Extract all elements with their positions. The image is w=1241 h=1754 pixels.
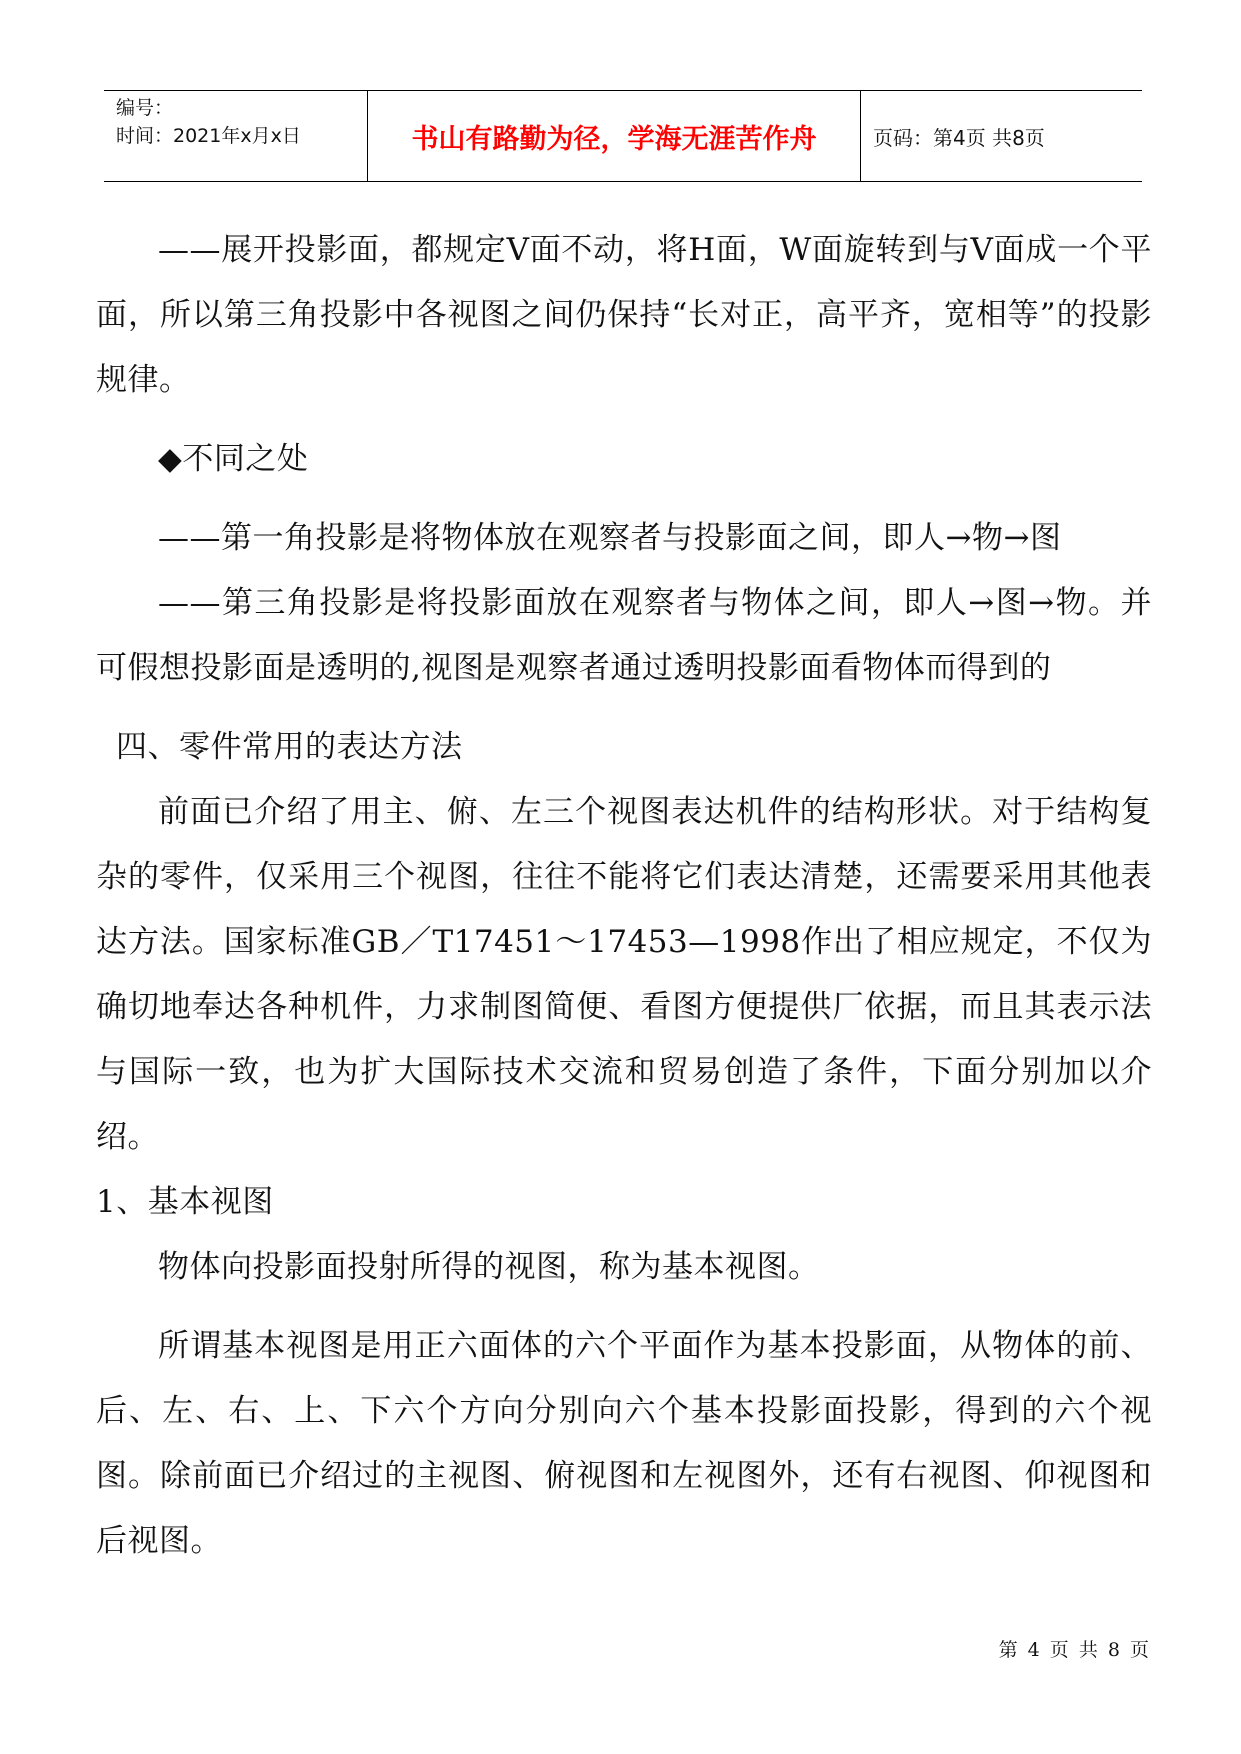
header-meta-cell bbox=[104, 91, 368, 181]
paragraph-unfold-projection: ——展开投影面，都规定V面不动，将H面，W面旋转到与V面成一个平面，所以第三角投影中各视图之间仍保持“长对正，高平齐，宽相等”的投影规律。 bbox=[96, 232, 1152, 398]
page-footer: 第 4 页 共 8 页 bbox=[998, 1639, 1151, 1661]
paragraph-differences-heading: ◆不同之处 bbox=[158, 441, 309, 477]
section-heading-basic-views: 1、基本视图 bbox=[96, 1184, 274, 1220]
document-body bbox=[96, 218, 1152, 1574]
paragraph-basic-view-definition: 物体向投影面投射所得的视图，称为基本视图。 bbox=[158, 1249, 820, 1285]
header-motto: 书山有路勤为径，学海无涯苦作舟 bbox=[368, 91, 861, 181]
document-header bbox=[104, 90, 1142, 182]
paragraph-third-angle: ——第三角投影是将投影面放在观察者与物体之间，即人→图→物。并可假想投影面是透明的,视图是观察者通过透明投影面看物体而得到的 bbox=[96, 585, 1152, 686]
time-label: 时间：2021年x月x日 bbox=[116, 125, 301, 147]
number-label: 编号： bbox=[116, 97, 174, 119]
section-heading-four: 四、零件常用的表达方法 bbox=[116, 729, 463, 765]
paragraph-expression-methods: 前面已介绍了用主、俯、左三个视图表达机件的结构形状。对于结构复杂的零件，仅采用三个视图，往往不能将它们表达清楚，还需要采用其他表达方法。国家标准GB／T17451～17453—1998作出了相应规定，不仅为确切地奉达各种机件，力求制图简便、看图方便提供厂依据，而且其表示法与国际一致，也为扩大国际技术交流和贸易创造了条件，下面分别加以介绍。 bbox=[96, 794, 1152, 1155]
header-page-code: 页码：第4页 共8页 bbox=[873, 125, 1045, 150]
paragraph-six-views: 所谓基本视图是用正六面体的六个平面作为基本投影面，从物体的前、后、左、右、上、下六个方向分别向六个基本投影面投影，得到的六个视图。除前面已介绍过的主视图、俯视图和左视图外，还有右视图、仰视图和后视图。 bbox=[96, 1328, 1152, 1559]
paragraph-first-angle: ——第一角投影是将物体放在观察者与投影面之间，即人→物→图 bbox=[158, 520, 1062, 556]
